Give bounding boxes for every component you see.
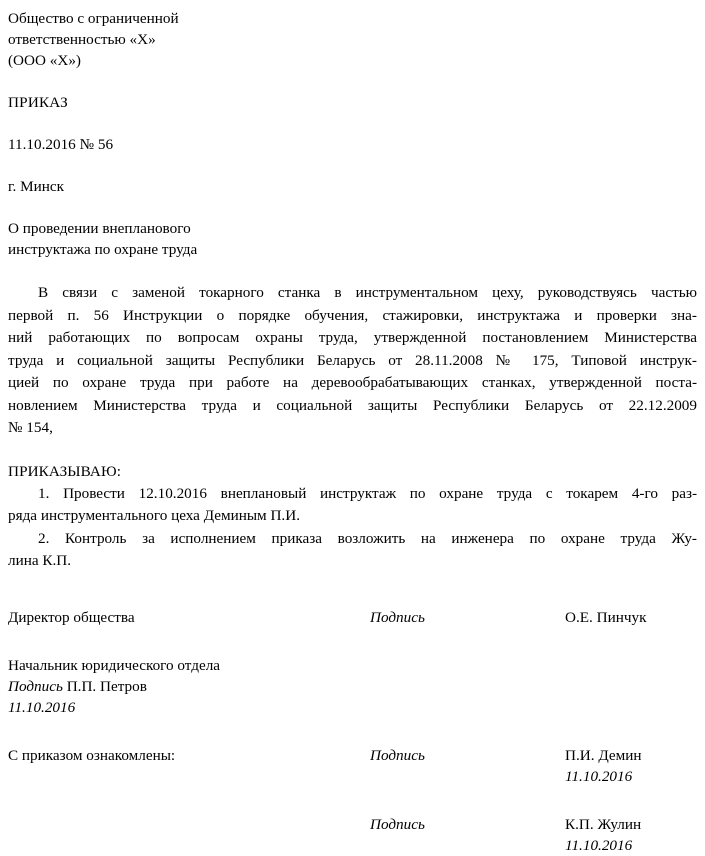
body-line-6: новлением Министерства труда и социальной защиты Республики Беларусь от 22.12.2009 (8, 396, 697, 414)
body-line-1-text: В связи с заменой токарного станка в инструментальном цеху, руководствуясь частью (38, 284, 697, 301)
document-type: ПРИКАЗ (8, 94, 68, 111)
acknowledgment-signature-placeholder-2: Подпись (370, 815, 425, 833)
acknowledgment-signature-placeholder-1: Подпись (370, 746, 425, 764)
acknowledgment-date-1: 11.10.2016 (565, 767, 633, 785)
order-keyword: ПРИКАЗЫВАЮ: (8, 462, 122, 480)
order-item-2-line-2: лина К.П. (8, 552, 72, 569)
subject-line-1: О проведении внепланового (8, 220, 191, 237)
acknowledgment-person-1 (565, 745, 697, 787)
legal-head-name: П.П. Петров (66, 677, 147, 695)
body-line-3: ний работающих по вопросам охраны труда, утвержденной постановлением Министерства (8, 329, 697, 346)
acknowledgment-date-2: 11.10.2016 (565, 836, 633, 854)
body-line-5: цией по охране труда при работе на деревообрабатывающих станках, утвержденной поста- (8, 374, 697, 391)
organization-short-name: (ООО «Х») (8, 52, 81, 69)
document-date-number: 11.10.2016 № 56 (8, 136, 114, 153)
document-body (0, 282, 705, 440)
acknowledgment-name-2: К.П. Жулин (565, 815, 642, 833)
director-name: О.Е. Пинчук (565, 608, 647, 626)
subject-line-2: инструктажа по охране труда (8, 241, 198, 258)
order-item-2-line-1 (8, 528, 697, 551)
body-line-1 (8, 282, 697, 305)
acknowledgment-person-2 (565, 814, 697, 856)
body-line-7: № 154, (8, 419, 53, 436)
body-line-2: первой п. 56 Инструкции о порядке обучения, стажировки, инструктажа и проверки зна- (8, 306, 697, 324)
acknowledgment-block (0, 745, 705, 856)
legal-head-date: 11.10.2016 (8, 698, 76, 716)
order-item-1-line-2: ряда инструментального цеха Деминым П.И. (8, 507, 300, 524)
organization-header (0, 0, 705, 71)
organization-line-2: ответственностью «Х» (8, 31, 156, 48)
signature-block (0, 607, 705, 718)
order-item-1-text: 1. Провести 12.10.2016 внеплановый инструктаж по охране труда с токарем 4-го раз- (38, 484, 697, 502)
signature-row-director (8, 607, 697, 628)
acknowledgment-row-2 (8, 814, 697, 856)
acknowledgment-name-1: П.И. Демин (565, 746, 642, 764)
legal-head-block (8, 655, 697, 718)
order-items (0, 483, 705, 573)
legal-head-role: Начальник юридического отдела (8, 656, 221, 674)
organization-line-1: Общество с ограниченной (8, 10, 179, 27)
order-item-1-line-1 (8, 483, 697, 506)
acknowledgment-row-1 (8, 745, 697, 787)
director-role: Директор общества (8, 608, 135, 626)
legal-head-signature-placeholder: Подпись (8, 677, 63, 695)
body-line-4: труда и социальной защиты Республики Беларусь от 28.11.2008 № 175, Типовой инструк- (8, 351, 697, 369)
document-place: г. Минск (8, 178, 64, 195)
acknowledgment-label: С приказом ознакомлены: (8, 746, 176, 764)
document-subject (0, 218, 705, 260)
director-signature-placeholder: Подпись (370, 608, 425, 626)
legal-head-signature-line (8, 676, 697, 697)
order-item-2-text: 2. Контроль за исполнением приказа возложить на инженера по охране труда Жу- (38, 529, 697, 547)
